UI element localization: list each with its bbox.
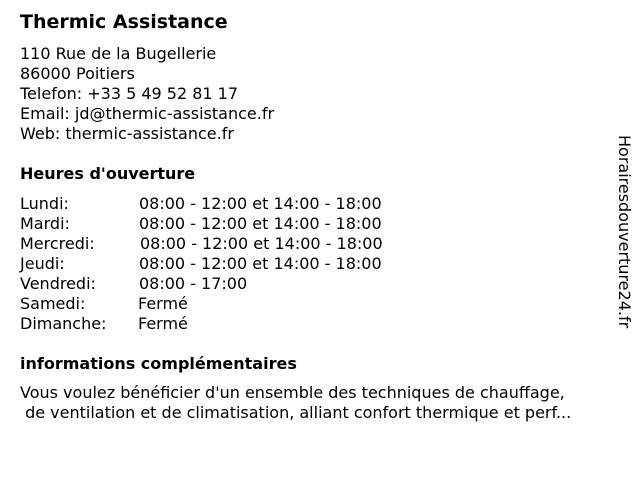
description-text (20, 383, 571, 423)
day-label: Vendredi: (20, 274, 96, 293)
contact-block (20, 44, 274, 144)
watermark (612, 135, 636, 345)
watermark-text: Horairesdouverture24.fr (615, 135, 634, 329)
time-value: 08:00 - 12:00 et 14:00 - 18:00 (139, 214, 382, 233)
email-address: Email: jd@thermic-assistance.fr (20, 104, 275, 123)
time-value: Fermé (138, 294, 188, 313)
opening-hours-heading: Heures d'ouverture (20, 164, 196, 183)
day-label: Dimanche: (20, 314, 107, 333)
description-line-2: de ventilation et de climatisation, alliant confort thermique et perf... (20, 403, 572, 422)
time-value: 08:00 - 17:00 (139, 274, 248, 293)
business-name: Thermic Assistance (20, 11, 228, 33)
website: Web: thermic-assistance.fr (20, 124, 234, 143)
address-city: 86000 Poitiers (20, 64, 135, 83)
day-label: Mardi: (20, 214, 70, 233)
day-label: Lundi: (20, 194, 69, 213)
address-street: 110 Rue de la Bugellerie (20, 44, 217, 63)
time-value: 08:00 - 12:00 et 14:00 - 18:00 (139, 254, 382, 273)
additional-info-heading: informations complémentaires (20, 354, 297, 373)
day-label: Samedi: (20, 294, 86, 313)
time-value: Fermé (138, 314, 188, 333)
day-label: Mercredi: (20, 234, 95, 253)
time-value: 08:00 - 12:00 et 14:00 - 18:00 (140, 234, 383, 253)
phone-number: Telefon: +33 5 49 52 81 17 (20, 84, 239, 103)
description-line-1: Vous voulez bénéficier d'un ensemble des techniques de chauffage, (20, 383, 565, 402)
time-value: 08:00 - 12:00 et 14:00 - 18:00 (139, 194, 382, 213)
day-label: Jeudi: (20, 254, 65, 273)
